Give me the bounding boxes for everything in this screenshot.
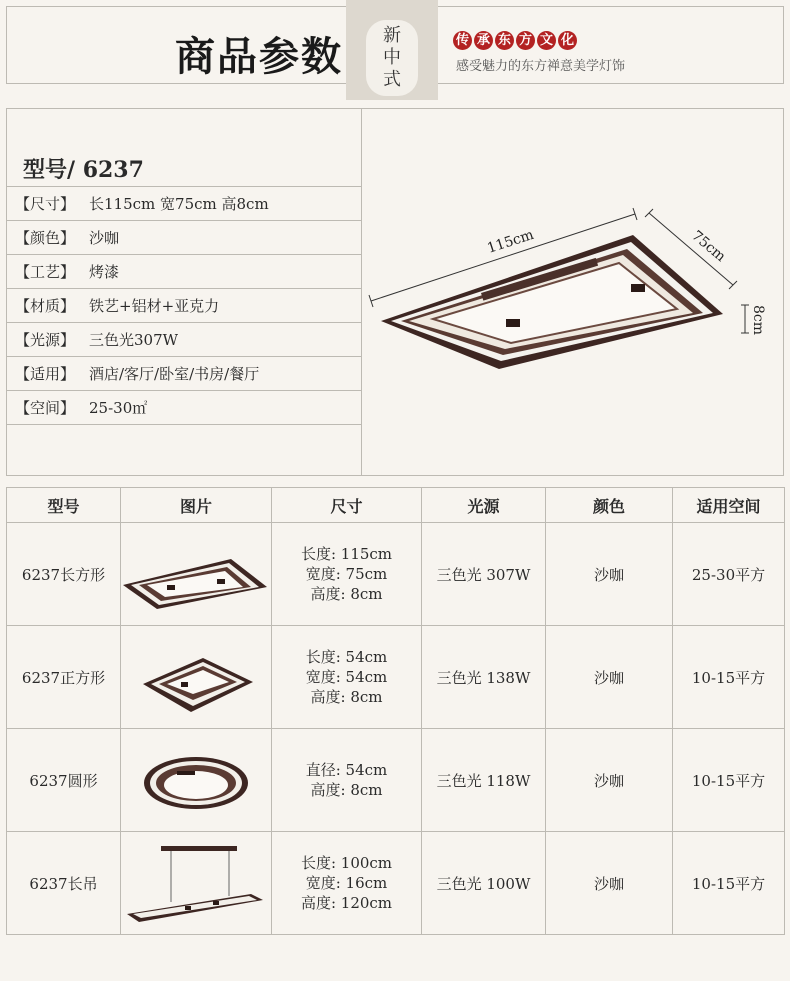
page-title: 商品参数 (175, 33, 343, 80)
height-dim-label: 8cm (750, 305, 766, 336)
spec-value: 烤漆 (89, 263, 120, 281)
spec-panel (6, 108, 784, 476)
slogan-badges (453, 31, 577, 50)
size-line: 宽度: 54cm (305, 668, 388, 686)
cell-color: 沙咖 (546, 626, 673, 729)
model-label: 型号/ 6237 (23, 157, 144, 183)
header-model: 型号 (7, 488, 121, 523)
spec-key: 【尺寸】 (15, 195, 76, 213)
style-badge (346, 0, 438, 100)
spec-value: 酒店/客厅/卧室/书房/餐厅 (89, 365, 260, 383)
cell-image (121, 832, 272, 935)
slogan-char: 文 (537, 31, 556, 50)
spec-key: 【适用】 (15, 365, 76, 383)
size-line: 长度: 100cm (300, 854, 393, 872)
pendant-lamp-image (121, 838, 271, 928)
size-line: 宽度: 16cm (305, 874, 388, 892)
size-line: 高度: 8cm (310, 688, 383, 706)
table-row (7, 729, 785, 832)
spec-row-usage (7, 357, 361, 391)
spec-value: 三色光307W (89, 331, 179, 349)
header-space: 适用空间 (673, 488, 785, 523)
size-line: 高度: 120cm (300, 894, 393, 912)
product-diagram (361, 109, 783, 475)
header-color: 颜色 (546, 488, 673, 523)
size-line: 长度: 115cm (300, 545, 393, 563)
slogan-char: 传 (453, 31, 472, 50)
cell-image (121, 523, 272, 626)
spec-list (7, 109, 362, 475)
spec-row-color (7, 221, 361, 255)
spec-key: 【颜色】 (15, 229, 76, 247)
cell-image (121, 626, 272, 729)
spec-value: 铁艺+铝材+亚克力 (89, 297, 220, 315)
spec-value: 25-30㎡ (89, 399, 148, 417)
table-row (7, 832, 785, 935)
badge-char: 式 (383, 69, 401, 90)
table-row (7, 523, 785, 626)
header-size: 尺寸 (272, 488, 422, 523)
spec-key: 【工艺】 (15, 263, 76, 281)
rectangle-lamp-image (121, 529, 271, 619)
spec-row-space (7, 391, 361, 425)
lamp-dimension-drawing (361, 109, 783, 475)
slogan-char: 承 (474, 31, 493, 50)
badge-char: 中 (383, 47, 401, 68)
cell-color: 沙咖 (546, 729, 673, 832)
table-header-row (7, 488, 785, 523)
spec-key: 【光源】 (15, 331, 76, 349)
cell-space: 10-15平方 (673, 626, 785, 729)
badge-char: 新 (383, 25, 401, 46)
spec-value: 沙咖 (89, 229, 120, 247)
slogan-char: 方 (516, 31, 535, 50)
spec-row-light (7, 323, 361, 357)
lamp-ornament (631, 284, 645, 292)
size-line: 高度: 8cm (310, 781, 383, 799)
spec-row-material (7, 289, 361, 323)
slogan-char: 东 (495, 31, 514, 50)
cell-model: 6237正方形 (7, 626, 121, 729)
spec-key: 【材质】 (15, 297, 76, 315)
cell-size (272, 626, 422, 729)
cell-space: 10-15平方 (673, 729, 785, 832)
square-lamp-image (121, 632, 271, 722)
cell-model: 6237长方形 (7, 523, 121, 626)
header-light: 光源 (422, 488, 546, 523)
cell-color: 沙咖 (546, 523, 673, 626)
lamp-ornament (506, 319, 520, 327)
cell-size (272, 832, 422, 935)
size-line: 高度: 8cm (310, 585, 383, 603)
cell-color: 沙咖 (546, 832, 673, 935)
spec-row-size (7, 187, 361, 221)
cell-model: 6237长吊 (7, 832, 121, 935)
cell-light: 三色光 100W (422, 832, 546, 935)
size-line: 宽度: 75cm (305, 565, 388, 583)
cell-size (272, 523, 422, 626)
cell-light: 三色光 307W (422, 523, 546, 626)
size-line: 长度: 54cm (305, 648, 388, 666)
width-dim-label: 75cm (688, 227, 729, 266)
style-badge-label (366, 20, 418, 96)
cell-light: 三色光 138W (422, 626, 546, 729)
spec-key: 【空间】 (15, 399, 76, 417)
slogan-char: 化 (558, 31, 577, 50)
header-image: 图片 (121, 488, 272, 523)
cell-space: 10-15平方 (673, 832, 785, 935)
cell-size (272, 729, 422, 832)
table-row (7, 626, 785, 729)
cell-space: 25-30平方 (673, 523, 785, 626)
length-dim-label: 115cm (485, 226, 536, 257)
cell-model: 6237圆形 (7, 729, 121, 832)
cell-image (121, 729, 272, 832)
size-line: 直径: 54cm (305, 761, 388, 779)
model-row (7, 109, 361, 187)
product-table (6, 487, 785, 935)
round-lamp-image (121, 735, 271, 825)
spec-value: 长115cm 宽75cm 高8cm (89, 195, 269, 213)
spec-row-craft (7, 255, 361, 289)
subtitle: 感受魅力的东方禅意美学灯饰 (456, 59, 626, 74)
cell-light: 三色光 118W (422, 729, 546, 832)
